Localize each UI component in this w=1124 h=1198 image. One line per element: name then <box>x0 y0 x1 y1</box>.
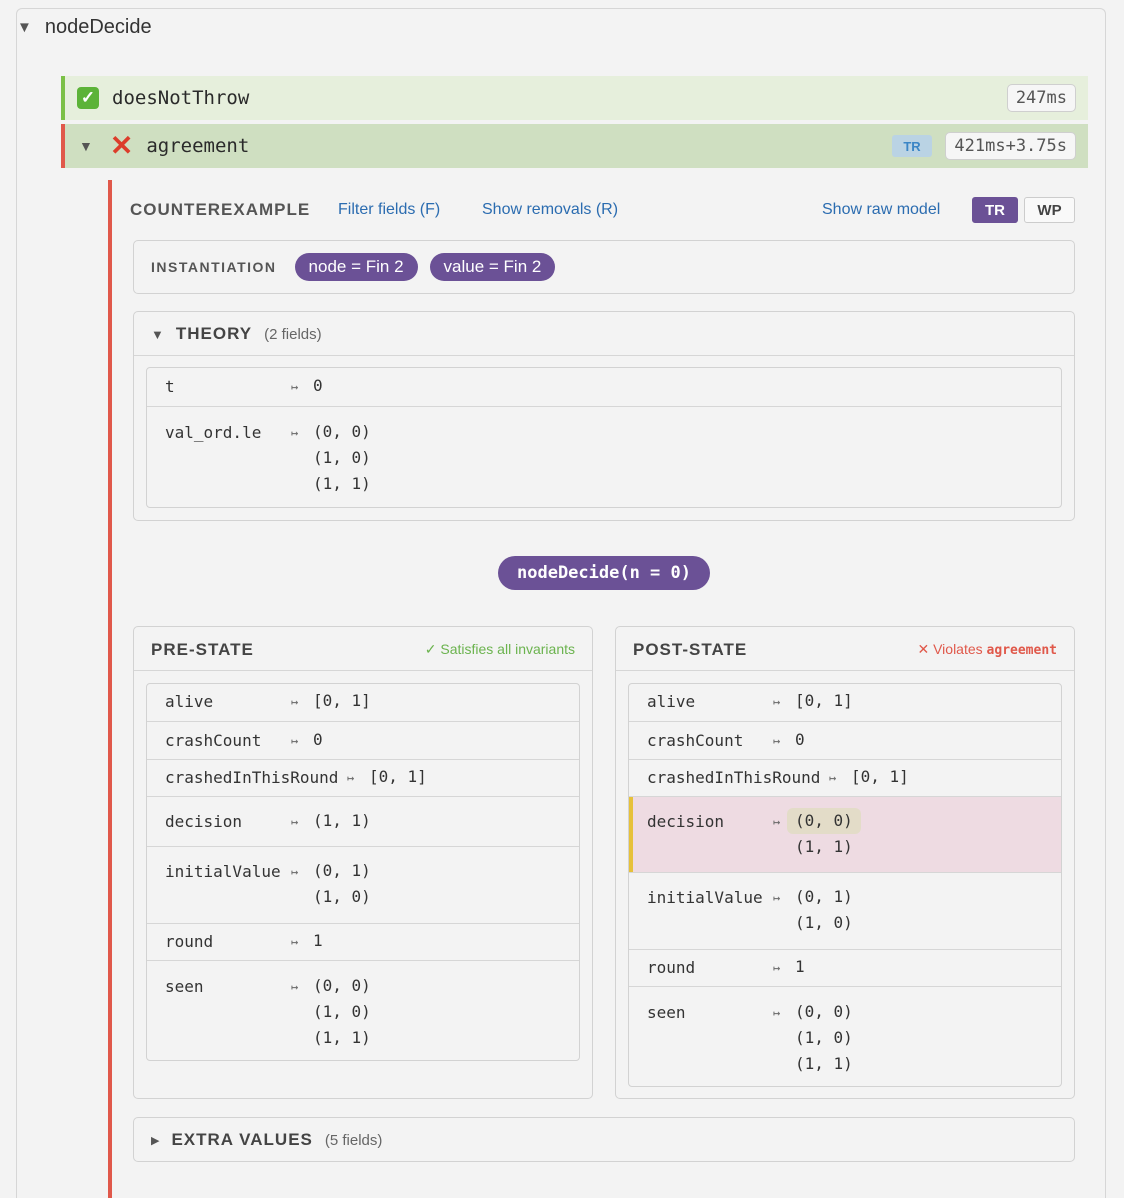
pre-state-status: ✓ Satisfies all invariants <box>424 641 575 657</box>
field-value: (0, 1) <box>313 861 371 880</box>
theory-panel <box>133 311 1075 521</box>
cross-mark-icon: ✕ <box>109 130 134 161</box>
extra-values-count: (5 fields) <box>324 1131 383 1149</box>
pre-state-title: PRE-STATE <box>151 640 254 659</box>
field-values <box>369 764 427 790</box>
mode-tr-button[interactable]: TR <box>972 197 1018 223</box>
field-values <box>313 688 371 714</box>
post-state-table <box>628 683 1062 1087</box>
field-values <box>795 999 853 1077</box>
field-name: crashCount <box>647 731 744 750</box>
maps-to-icon: ↦ <box>773 695 781 709</box>
post-state-status <box>917 641 1057 658</box>
field-values <box>313 928 323 954</box>
table-row <box>147 960 579 1061</box>
field-name: decision <box>165 812 243 831</box>
theory-table <box>146 367 1062 508</box>
field-value: (1, 0) <box>795 1028 853 1047</box>
extra-values-title: EXTRA VALUES <box>171 1130 313 1149</box>
field-values <box>795 884 853 936</box>
maps-to-icon: ↦ <box>291 980 299 994</box>
maps-to-icon: ↦ <box>773 734 781 748</box>
field-name: initialValue <box>647 888 763 907</box>
table-row <box>629 684 1061 721</box>
field-values <box>313 727 323 753</box>
maps-to-icon: ↦ <box>291 935 299 949</box>
field-value: (0, 0) <box>313 976 371 995</box>
table-row <box>147 721 579 759</box>
suite-title: nodeDecide <box>44 16 152 38</box>
table-row <box>629 721 1061 759</box>
check-mark-icon: ✓ <box>77 87 99 109</box>
instantiation-pill: node = Fin 2 <box>295 253 418 281</box>
field-values <box>313 419 371 497</box>
triangle-down-icon[interactable]: ▼ <box>151 326 164 342</box>
field-name: round <box>647 958 696 977</box>
field-value: [0, 1] <box>369 767 427 786</box>
table-row <box>147 759 579 796</box>
field-values <box>313 808 371 834</box>
field-name: initialValue <box>165 862 281 881</box>
tr-badge: TR <box>892 135 932 157</box>
table-row <box>147 796 579 846</box>
test-row-agreement[interactable] <box>61 124 1088 168</box>
suite-header[interactable] <box>17 16 152 39</box>
field-values <box>313 858 371 910</box>
field-value: (1, 0) <box>313 887 371 906</box>
theory-field-count: (2 fields) <box>264 325 322 343</box>
table-row <box>147 846 579 923</box>
field-value: 0 <box>313 730 323 749</box>
field-value: [0, 1] <box>313 691 371 710</box>
field-value: [0, 1] <box>851 767 909 786</box>
field-value: 1 <box>795 957 805 976</box>
maps-to-icon: ↦ <box>773 1006 781 1020</box>
field-value: (0, 0) <box>795 1002 853 1021</box>
filter-fields-link[interactable]: Filter fields (F) <box>338 201 441 218</box>
show-raw-model-link[interactable]: Show raw model <box>822 201 941 218</box>
field-value: (0, 0) <box>313 422 371 441</box>
field-name: val_ord.le <box>165 423 262 442</box>
violated-invariant: agreement <box>986 643 1057 658</box>
extra-values-panel[interactable] <box>133 1117 1075 1162</box>
field-values <box>795 688 853 714</box>
field-value: (1, 1) <box>795 837 853 856</box>
field-value: (1, 1) <box>313 811 371 830</box>
maps-to-icon: ↦ <box>291 380 299 394</box>
theory-title: THEORY <box>175 324 253 343</box>
field-name: alive <box>647 692 696 711</box>
maps-to-icon: ↦ <box>773 891 781 905</box>
field-name: decision <box>647 812 725 831</box>
maps-to-icon: ↦ <box>291 865 299 879</box>
post-state-title: POST-STATE <box>633 640 748 659</box>
field-value: (1, 0) <box>313 448 371 467</box>
field-name: crashedInThisRound <box>647 768 821 787</box>
action-pill: nodeDecide(n = 0) <box>498 556 710 590</box>
field-value: (1, 0) <box>313 1002 371 1021</box>
field-name: crashCount <box>165 731 262 750</box>
pre-state-table <box>146 683 580 1061</box>
table-row <box>147 368 1061 406</box>
status-prefix: ✕ Violates <box>917 641 987 657</box>
changed-value-highlight: (0, 0) <box>787 808 861 834</box>
field-values <box>795 727 805 753</box>
table-row <box>629 986 1061 1087</box>
theory-header[interactable] <box>151 324 322 344</box>
counterexample-panel <box>108 180 1088 1198</box>
divider <box>134 355 1074 356</box>
maps-to-icon: ↦ <box>291 734 299 748</box>
divider <box>134 670 592 671</box>
divider <box>616 670 1074 671</box>
counterexample-label: COUNTEREXAMPLE <box>130 200 311 219</box>
field-value: (1, 1) <box>795 1054 853 1073</box>
post-state-panel <box>615 626 1075 1099</box>
pre-state-panel <box>133 626 593 1099</box>
field-value: 0 <box>313 376 323 395</box>
field-value: (0, 1) <box>795 887 853 906</box>
mode-wp-button[interactable]: WP <box>1024 197 1075 223</box>
maps-to-icon: ↦ <box>829 771 837 785</box>
maps-to-icon: ↦ <box>291 695 299 709</box>
triangle-down-icon[interactable]: ▼ <box>79 138 93 154</box>
field-name: seen <box>647 1003 686 1022</box>
table-row <box>629 949 1061 986</box>
show-removals-link[interactable]: Show removals (R) <box>482 201 619 218</box>
triangle-right-icon[interactable]: ▶ <box>151 1134 160 1147</box>
maps-to-icon: ↦ <box>773 815 781 829</box>
test-name: doesNotThrow <box>112 87 250 109</box>
field-values <box>795 954 805 980</box>
maps-to-icon: ↦ <box>773 961 781 975</box>
instantiation-label: INSTANTIATION <box>151 259 277 275</box>
field-values <box>851 764 909 790</box>
field-name: crashedInThisRound <box>165 768 339 787</box>
field-value: 1 <box>313 931 323 950</box>
maps-to-icon: ↦ <box>291 815 299 829</box>
duration-badge: 247ms <box>1007 84 1076 112</box>
extra-values-header[interactable] <box>151 1130 382 1150</box>
field-name: round <box>165 932 214 951</box>
changed-row-decision <box>629 796 1061 872</box>
table-row <box>147 923 579 960</box>
duration-badge: 421ms+3.75s <box>945 132 1076 160</box>
field-value: [0, 1] <box>795 691 853 710</box>
field-name: alive <box>165 692 214 711</box>
table-row <box>629 759 1061 796</box>
field-value: (1, 0) <box>795 913 853 932</box>
field-values <box>795 808 861 860</box>
field-name: t <box>165 377 175 396</box>
instantiation-panel <box>133 240 1075 294</box>
field-values <box>313 973 371 1051</box>
instantiation-pill: value = Fin 2 <box>430 253 556 281</box>
field-values <box>313 373 323 399</box>
maps-to-icon: ↦ <box>291 426 299 440</box>
table-row <box>147 684 579 721</box>
field-value: 0 <box>795 730 805 749</box>
triangle-down-icon[interactable]: ▼ <box>17 19 32 36</box>
table-row <box>147 406 1061 508</box>
field-value: (1, 1) <box>313 474 371 493</box>
test-name: agreement <box>146 135 250 157</box>
maps-to-icon: ↦ <box>347 771 355 785</box>
test-row-doesnotthrow[interactable] <box>61 76 1088 120</box>
table-row <box>629 872 1061 949</box>
field-value: (1, 1) <box>313 1028 371 1047</box>
field-name: seen <box>165 977 204 996</box>
